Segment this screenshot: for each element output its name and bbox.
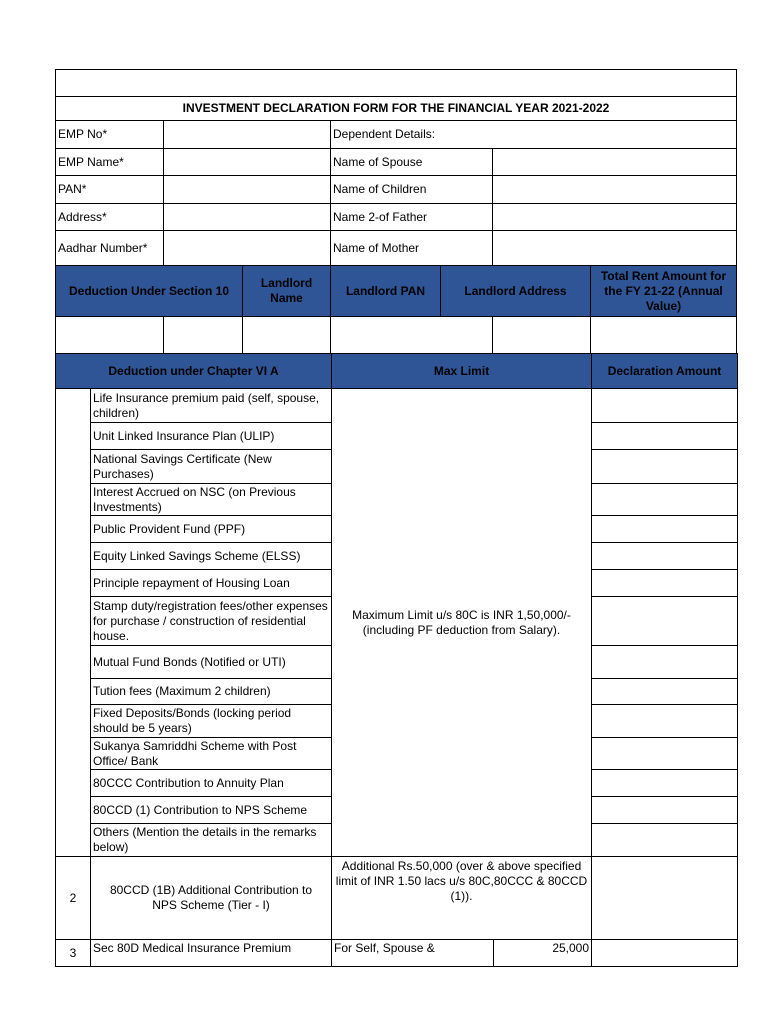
landlord-pan-field[interactable] [243,317,331,354]
declaration-amount-field[interactable] [592,679,738,705]
children-label: Name of Children [331,176,493,204]
rent-entry-table [55,316,737,354]
metro-field[interactable] [493,317,591,354]
row3-label: Sec 80D Medical Insurance Premium [91,940,332,967]
total-rent-field[interactable] [591,317,737,354]
father-label: Name 2-of Father [331,204,493,231]
item-80c-ppf: Public Provident Fund (PPF) [91,516,332,543]
investment-declaration-form [55,69,736,967]
declaration-amount-field[interactable] [592,940,738,967]
rent-entry-row [56,317,737,354]
aadhar-label: Aadhar Number* [56,231,164,266]
emp-no-field[interactable] [164,121,331,149]
spouse-field[interactable] [493,149,737,176]
declaration-amount-field[interactable] [592,423,738,450]
emp-name-label: EMP Name* [56,149,164,176]
item-80c-elss: Equity Linked Savings Scheme (ELSS) [91,543,332,570]
chapter6a-header-deduction: Deduction under Chapter VI A [56,354,332,389]
rent-header-landlord-pan: Landlord PAN [331,266,441,317]
declaration-amount-field[interactable] [592,770,738,797]
item-80ccc: 80CCC Contribution to Annuity Plan [91,770,332,797]
form-table [55,69,737,317]
declaration-amount-field[interactable] [592,824,738,857]
rent-header-landlord-name: Landlord Name [243,266,331,317]
pan-field[interactable] [164,176,331,204]
item-80c-life-insurance: Life Insurance premium paid (self, spouse, children) [91,389,332,423]
chapter6a-header-max-limit: Max Limit [332,354,592,389]
emp-no-label: EMP No* [56,121,164,149]
row3-number: 3 [56,940,91,967]
declaration-amount-field[interactable] [592,797,738,824]
rent-section-field[interactable] [56,317,164,354]
children-field[interactable] [493,176,737,204]
declaration-amount-field[interactable] [592,738,738,770]
declaration-amount-field[interactable] [592,543,738,570]
item-80c-tuition: Tution fees (Maximum 2 children) [91,679,332,705]
rent-header-row [56,266,737,317]
row2-label: 80CCD (1B) Additional Contribution to NPS Scheme (Tier - I) [91,857,332,940]
father-field[interactable] [493,204,737,231]
address-field[interactable] [164,204,331,231]
mother-label: Name of Mother [331,231,493,266]
item-80c-ulip: Unit Linked Insurance Plan (ULIP) [91,423,332,450]
item-80c-mutual-fund: Mutual Fund Bonds (Notified or UTI) [91,646,332,679]
declaration-amount-field[interactable] [592,389,738,423]
mother-field[interactable] [493,231,737,266]
row1-number [56,389,91,857]
declaration-amount-field[interactable] [592,857,738,940]
declaration-amount-field[interactable] [592,705,738,738]
table-row [56,389,738,423]
landlord-address-field[interactable] [331,317,493,354]
rent-header-total: Total Rent Amount for the FY 21-22 (Annual Value) [591,266,737,317]
item-80c-nsc-interest: Interest Accrued on NSC (on Previous Investments) [91,484,332,516]
declaration-amount-field[interactable] [592,516,738,543]
emp-name-field[interactable] [164,149,331,176]
address-label: Address* [56,204,164,231]
chapter6a-table [55,353,738,967]
dependent-details-title: Dependent Details: [331,121,737,149]
item-80c-stamp-duty: Stamp duty/registration fees/other expenses for purchase / construction of residential house. [91,597,332,646]
rent-header-section: Deduction Under Section 10 [56,266,243,317]
item-80c-housing-loan: Principle repayment of Housing Loan [91,570,332,597]
declaration-amount-field[interactable] [592,597,738,646]
chapter6a-header-declaration: Declaration Amount [592,354,738,389]
row2-number: 2 [56,857,91,940]
blank-cell [56,70,737,97]
declaration-amount-field[interactable] [592,450,738,484]
item-80ccd1: 80CCD (1) Contribution to NPS Scheme [91,797,332,824]
landlord-name-field[interactable] [164,317,243,354]
row3-amount: 25,000 [494,940,592,967]
declaration-amount-field[interactable] [592,570,738,597]
table-row [56,857,738,940]
spouse-label: Name of Spouse [331,149,493,176]
item-80c-others: Others (Mention the details in the remarks below) [91,824,332,857]
row3-limit: For Self, Spouse & [332,940,494,967]
form-title: INVESTMENT DECLARATION FORM FOR THE FINANCIAL YEAR 2021-2022 [56,97,737,121]
aadhar-field[interactable] [164,231,331,266]
limit-80c: Maximum Limit u/s 80C is INR 1,50,000/- (including PF deduction from Salary). [332,389,592,857]
item-80c-sukanya: Sukanya Samriddhi Scheme with Post Office/ Bank [91,738,332,770]
row2-limit: Additional Rs.50,000 (over & above specified limit of INR 1.50 lacs u/s 80C,80CCC & 80CCD (1)). [332,857,592,940]
rent-header-landlord-address: Landlord Address [441,266,591,317]
blank-header-row [56,70,737,97]
declaration-amount-field[interactable] [592,646,738,679]
item-80c-nsc: National Savings Certificate (New Purchases) [91,450,332,484]
declaration-amount-field[interactable] [592,484,738,516]
table-row [56,940,738,967]
item-80c-fixed-deposits: Fixed Deposits/Bonds (locking period should be 5 years) [91,705,332,738]
chapter6a-header-row [56,354,738,389]
pan-label: PAN* [56,176,164,204]
